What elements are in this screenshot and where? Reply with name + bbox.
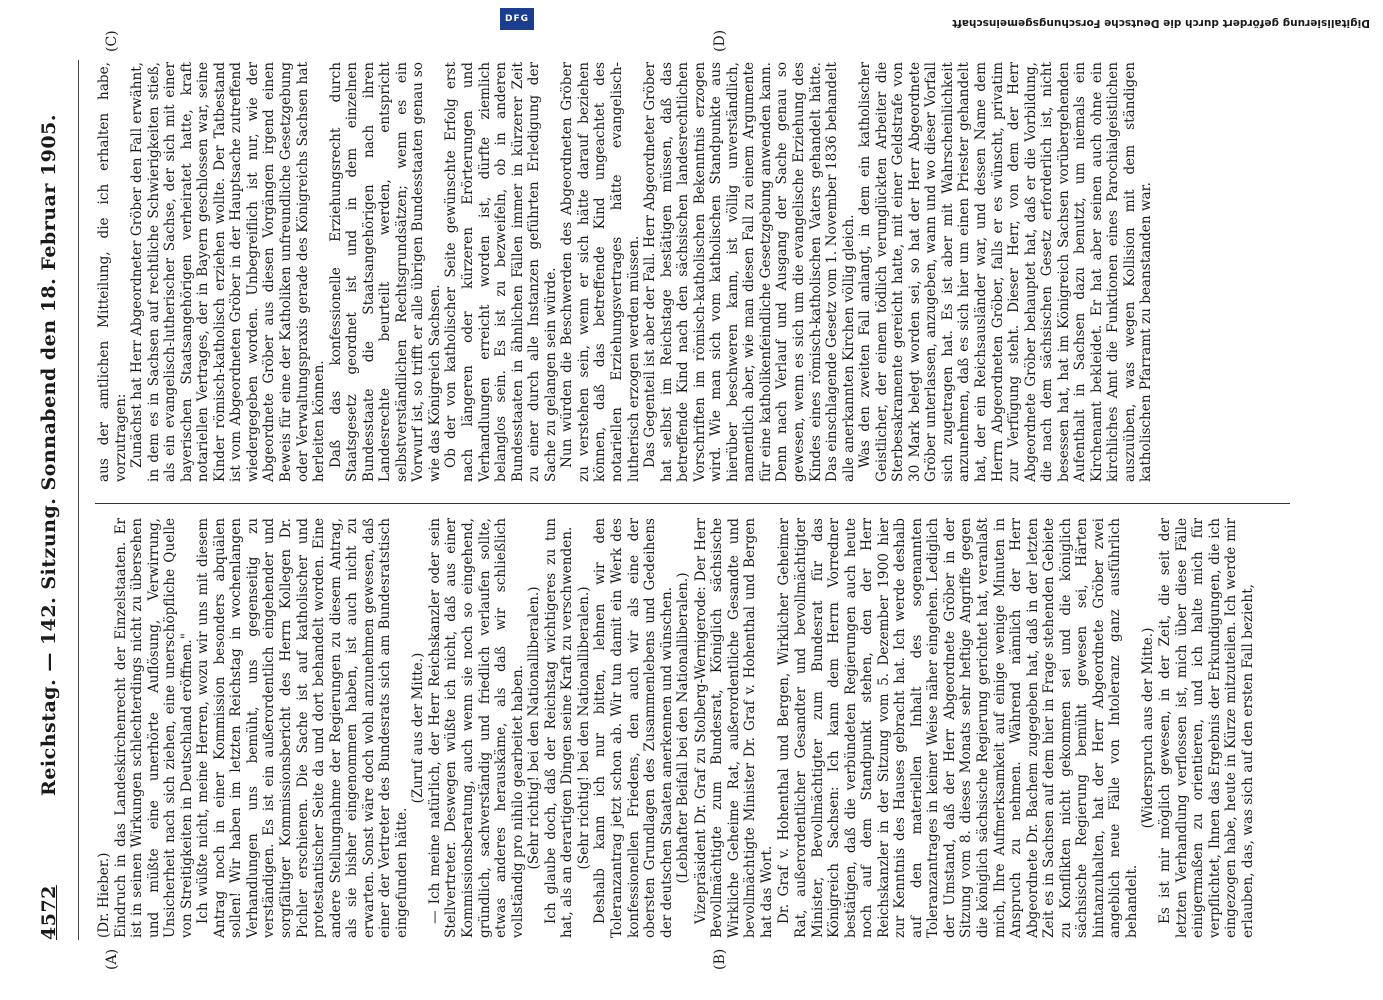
margin-marker-c: (C) <box>104 30 120 52</box>
paragraph: Ich glaube doch, daß der Reichstag wichtigeres zu tun hat, als an derartigen Dingen seine Kraft zu verschwenden. <box>542 518 576 938</box>
margin-marker-a: (A) <box>104 948 120 970</box>
paragraph: Was den zweiten Fall anlangt, in dem ein katholischer Geistlicher, der einem tödlich verunglückten Arbeiter die Sterbesakramente gereicht hatte, mit einer Geldstrafe von 30 Mark belegt worden sei, so hat der Herr Abgeordnete Gröber unterlassen, anzugeben, wann und wo dieser Vorfall sich zugetragen hat. Es ist aber mit Wahrscheinlichkeit anzunehmen, daß es sich hier um einen Priester gehandelt hat, der ein Reichsausländer war, und dessen Name dem Herrn Abgeordneten Gröber, falls er es wünscht, privatim zur Verfügung steht. Dieser Herr, von dem der Herr Abgeordnete Gröber behauptet hat, daß er die Vorbildung, die nach dem sächsischen Gesetz erforderlich ist, nicht besessen hat, hat im Königreich Sachsen vorübergehenden Aufenthalt in Sachsen dazu benutzt, um niemals ein Kirchenamt bekleidet. Er hat aber seinen auch ohne ein kirchliches Amt die Funktionen eines Parochialgeistlichen auszuüben, was wegen Kollision mit dem ständigen katholischen Pfarramt zu beanstanden war. <box>857 62 1155 482</box>
paragraph: Deshalb kann ich nur bitten, lehnen wir den Toleranzantrag jetzt schon ab. Wir tun damit ein Werk des konfessionellen Friedens, den auch wir als eine der obersten Grundlagen des Zusammenlebens und Gedeihens der deutschen Staaten anerkennen und wünschen. <box>592 518 675 938</box>
digitization-credit <box>500 5 1370 39</box>
interjection: (Zuruf aus der Mitte.) <box>410 652 427 804</box>
interjection: (Sehr richtig! bei den Nationalliberalen.) <box>526 586 543 870</box>
header-rule <box>78 60 79 940</box>
paragraph: Zunächst hat Herr Abgeordneter Gröber den Fall erwähnt, in dem es in Sachsen auf rechtliche Schwierigkeiten stieß, als ein evangelisch-lutherischer Sachse, der sich mit einer bayerischen Staatsangehörigen verheiratet hatte, kraft notariellen Vertrages, der in Bayern geschlossen war, seine Kinder römisch-katholisch erziehen wollte. Der Tatbestand ist vom Abgeordneten Gröber in der Hauptsache zutreffend wiedergegeben worden. Unbegreiflich ist nur, wie der Abgeordnete Gröber aus diesen Vorgängen irgend einen Beweis für eine der Katholiken unfreundliche Gesetzgebung oder Verwaltungspraxis gerade des Königreichs Sachsen hat herleiten können. <box>129 62 328 482</box>
column-divider <box>95 503 1290 504</box>
paragraph: Es ist mir möglich gewesen, in der Zeit, die seit der letzten Verhandlung verflossen ist, mich über diese Fälle einigermaßen zu orientieren, und ich halte mich für verpflichtet, Ihnen das Ergebnis der Erkundigungen, die ich eingezogen habe, heute in Kürze mitzuteilen. Ich werde mir erlauben, das, was sich auf den ersten Fall bezieht, <box>1157 518 1256 938</box>
digitization-credit-text: Digitalisierung gefördert durch die Deutsche Forschungsgemeinschaft <box>952 17 1370 29</box>
paragraph: Eindruch in das Landeskirchenrecht der Einzelstaaten. Er ist in seinen Wirkungen schlechterdings nicht zu übersehen und müßte eine unerhörte Auflösung, Verwirrung, Unsicherheit nach sich ziehen, eine unerschöpfliche Quelle von Streitigkeiten in Deutschland eröffnen." <box>112 518 195 938</box>
page-number: 4572 <box>38 885 60 940</box>
speaker-tag: (Dr. Hieber.) <box>96 852 112 938</box>
speech-paragraph: Dr. Graf v. Hohenthal und Bergen, Wirklicher Geheimer Rat, außerordentlicher Gesandter und bevollmächtigter Minister, Bevollmächtigter zum Bundesrat für das Königreich Sachsen: Ich kann dem Herrn Vorredner bestätigen, daß die verbündeten Regierungen auch heute noch auf dem Standpunkt stehen, den der Herr Reichskanzler in der Sitzung vom 5. Dezember 1900 hier zur Kenntnis des Hauses gebracht hat. Ich werde deshalb auf den materiellen Inhalt des sogenannten Toleranzantrages in keiner Weise näher eingehen. Lediglich der Umstand, daß der Herr Abgeordnete Gröber in der Sitzung vom 8. dieses Monats sehr heftige Angriffe gegen die königlich sächsische Regierung gerichtet hat, veranlaßt mich, Ihre Aufmerksamkeit auf einige wenige Minuten in Anspruch zu nehmen. Während nämlich der Herr Abgeordnete Dr. Bachem zugegeben hat, daß in der letzten Zeit es in Sachsen auf dem hier in Frage stehenden Gebiete zu Konflikten nicht gekommen sei und die königlich sächsische Regierung bemüht gewesen sei, Härten hintanzuhalten, hat der Herr Abgeordnete Gröber zwei angeblich neue Fälle von Intoleranz ganz ausführlich behandelt. <box>776 518 1140 938</box>
paragraph: Nun würden die Beschwerden des Abgeordneten Gröber zu verstehen sein, wenn er sich hätte darauf beziehen können, daß das betreffende Kind ungeachtet des notariellen Erziehungsvertrages hätte evangelisch-lutherisch erzogen werden müssen. <box>559 62 642 482</box>
dfg-logo-icon: DFG <box>500 8 534 30</box>
paragraph: aus der amtlichen Mitteilung, die ich erhalten habe, vorzutragen: <box>96 62 129 482</box>
running-header <box>38 60 78 940</box>
paragraph: Das Gegenteil ist aber der Fall. Herr Abgeordneter Gröber hat selbst im Reichstage bestätigen müssen, daß das betreffende Kind nach den sächsischen landesrechtlichen Vorschriften im römisch-katholischen Bekenntnis erzogen wird. Wie man sich vom katholischen Standpunkte aus hierüber beschweren kann, ist völlig unverständlich, namentlich aber, wie man diesen Fall zu einem Argumente für eine katholikenfeindliche Gesetzgebung anwenden kann. Denn nach Verlauf und Ausgang der Sache genau so gewesen, wenn es sich um die evangelische Erziehung des Kindes eines römisch-katholischen Vaters gehandelt hätte. Das einschlagende Gesetz vom 1. November 1836 behandelt alle anerkannten Kirchen völlig gleich. <box>642 62 857 482</box>
paragraph: Ob der von katholischer Seite gewünschte Erfolg erst nach längeren oder kürzeren Erörterungen und Verhandlungen erreicht worden ist, dürfte ziemlich belanglos sein. Es ist zu bezweifeln, ob in anderen Bundesstaaten in ähnlichen Fällen immer in kürzerer Zeit zu einer durch alle Instanzen geführten Erledigung der Sache zu gelangen sein würde. <box>443 62 559 482</box>
interjection: (Lebhafter Beifall bei den Nationalliberalen.) <box>675 572 692 884</box>
interjection: (Sehr richtig! bei den Nationalliberalen.) <box>575 586 592 870</box>
left-column <box>96 518 1296 938</box>
paragraph: Daß das konfessionelle Erziehungsrecht durch Staatsgesetz geordnet ist und in dem einzelnen Bundesstaate die Staatsangehörigen nach ihren Landesrechte beurteilt werden, entspricht selbstverständlichen Rechtsgrundsätzen; wenn es ein Vorwurf ist, so trifft er alle übrigen Bundesstaaten genau so wie das Königreich Sachsen. <box>327 62 443 482</box>
interjection: (Widerspruch aus der Mitte.) <box>1140 627 1157 829</box>
paragraph: Ich wüßte nicht, meine Herren, wozu wir uns mit diesem Antrag noch in einer Kommission besonders abquälen sollen! Wir haben im letzten Reichstag in wochenlangen Verhandlungen uns bemüht, uns gegenseitig zu verständigen. Es ist ein außerordentlich eingehender und sorgfältiger Kommissionsbericht des Herrn Kollegen Dr. Pichler erschienen. Die Sache ist auf katholischer und protestantischer Seite da und dort behandelt worden. Eine andere Stellungnahme der Regierungen zu diesem Antrag, als sie bisher eingenommen haben, ist auch nicht zu erwarten. Sonst wäre doch wohl anzunehmen gewesen, daß einer der Vertreter des Bundesrats sich am Bundesratstisch eingefunden hätte. <box>195 518 410 938</box>
president-announcement: Vizepräsident Dr. Graf zu Stolberg-Wernigerode: Der Herr Bevollmächtigte zum Bundesrat, Königlich sächsische Wirkliche Geheime Rat, außerordentliche Gesandte und bevollmächtigte Minister Dr. Graf v. Hohenthal und Bergen hat das Wort. <box>692 518 775 938</box>
margin-marker-b: (B) <box>712 948 728 970</box>
running-title: Reichstag. — 142. Sitzung. Sonnabend den 18. Februar 1905. <box>38 114 60 796</box>
paragraph: — Ich meine natürlich, der Herr Reichskanzler oder sein Stellvertreter. Deswegen wüßte ich nicht, daß aus einer Kommissionsberatung, auch wenn sie noch so eingehend, gründlich, sachverständig und friedlich verlaufen sollte, etwas anderes herauskäme, als daß wir schließlich vollständig pro nihilo gearbeitet haben. <box>426 518 526 938</box>
margin-marker-d: (D) <box>712 29 728 52</box>
right-column <box>96 62 1296 482</box>
